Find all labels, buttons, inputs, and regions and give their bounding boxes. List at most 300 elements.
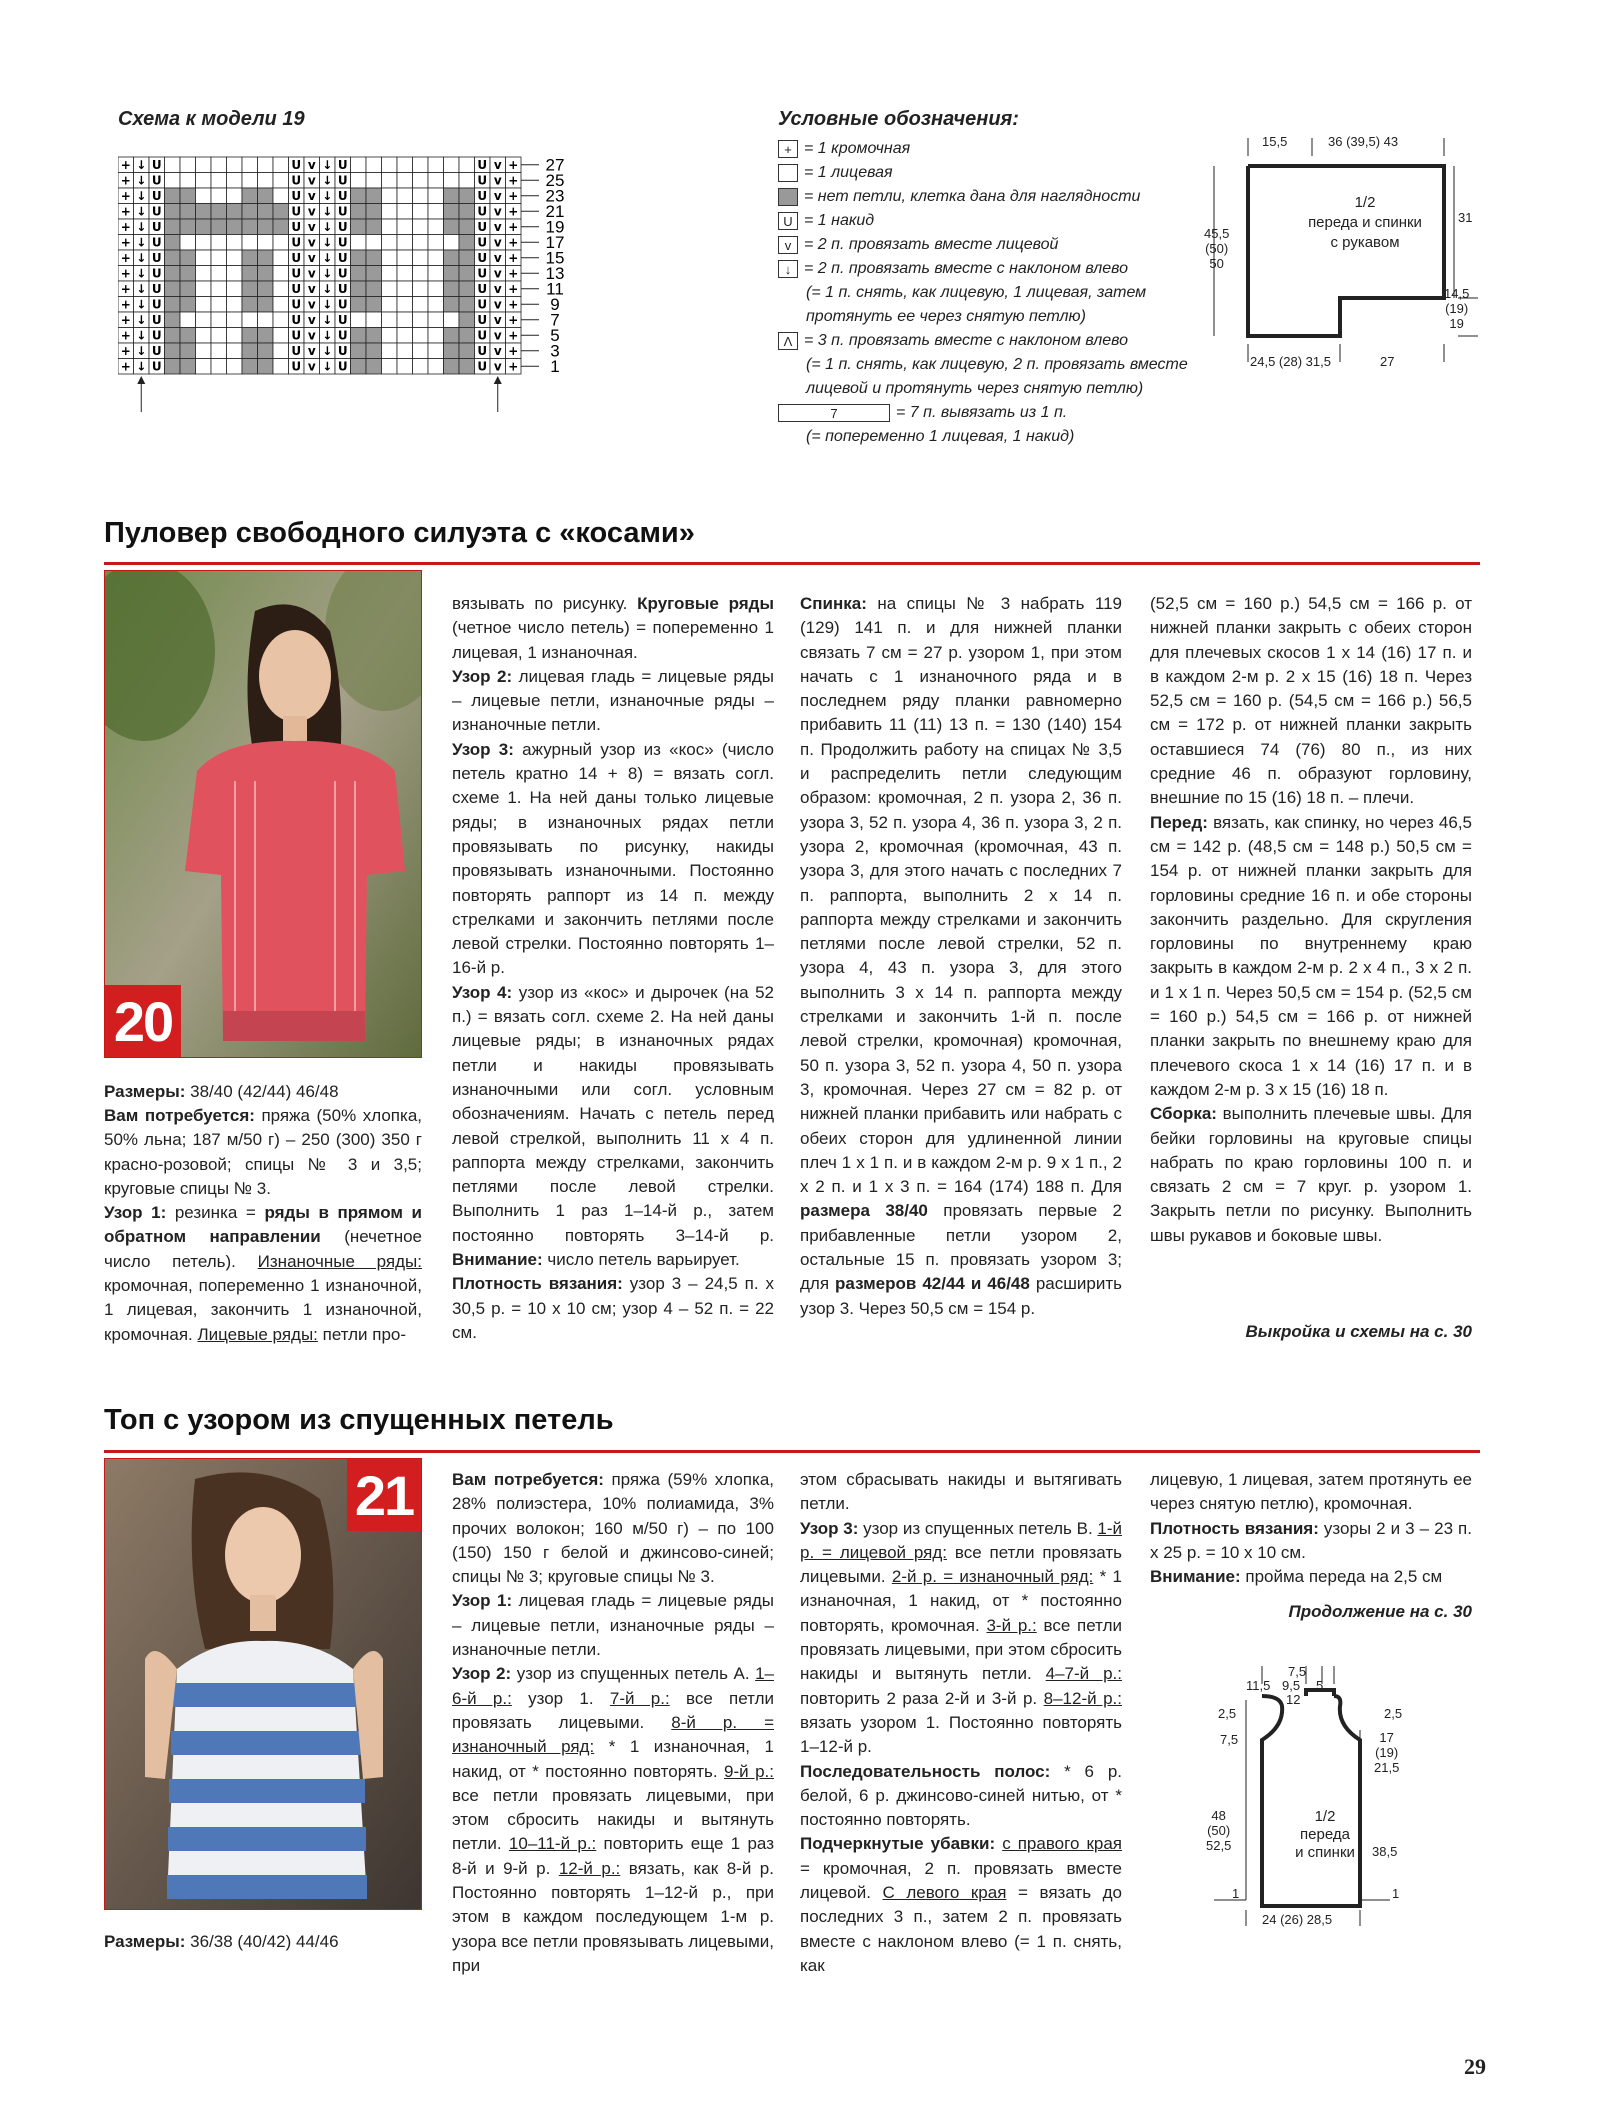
chart-cell (413, 173, 429, 189)
chart-symbol: U (337, 359, 348, 374)
chart-cell (227, 328, 243, 344)
chart-cell (397, 250, 413, 266)
chart-cell (211, 250, 227, 266)
dim2-r3: 38,5 (1372, 1844, 1398, 1859)
row-number: 13 (545, 264, 565, 283)
chart-cell (459, 204, 475, 220)
chart-cell (273, 328, 289, 344)
chart-symbol: + (120, 173, 131, 188)
chart-symbol: + (120, 251, 131, 265)
legend-text: (= 1 п. снять, как лицевую, 2 п. провязать вместе (806, 356, 1188, 373)
chart-cell (459, 173, 475, 189)
chart-symbol: ↓ (136, 251, 147, 265)
dim-top-left: 15,5 (1262, 134, 1288, 149)
chart-symbol: + (120, 359, 131, 374)
chart-symbol: + (508, 173, 519, 188)
chart-cell (459, 359, 475, 375)
chart-symbol: v (493, 251, 502, 265)
chart-cell (366, 266, 382, 282)
chart-cell (366, 188, 382, 204)
chart-symbol: U (291, 220, 302, 234)
chart-cell (382, 312, 398, 328)
chart-symbol: + (508, 359, 519, 374)
chart-cell (165, 173, 181, 189)
chart-cell (413, 235, 429, 251)
legend-item (778, 188, 1140, 206)
chart-symbol: ↓ (136, 189, 147, 203)
chart-cell (180, 250, 196, 266)
legend-symbol: 7 (778, 404, 890, 422)
chart-symbol: v (493, 266, 502, 281)
chart-symbol: ↓ (136, 282, 147, 296)
chart-cell (413, 328, 429, 344)
legend-text: = 3 п. провязать вместе с наклоном влево (804, 332, 1129, 349)
chart-symbol: ↓ (322, 328, 333, 343)
chart-cell (366, 250, 382, 266)
dim2-bottom: 24 (26) 28,5 (1262, 1912, 1333, 1927)
chart-title: Схема к модели 19 (118, 108, 305, 130)
chart-cell (444, 359, 460, 375)
legend-text: = 1 накид (804, 212, 875, 229)
chart-symbol: U (477, 220, 488, 234)
legend-text: = 7 п. вывязать из 1 п. (896, 404, 1068, 421)
row-number: 25 (545, 171, 565, 190)
legend-item (778, 140, 910, 158)
legend-text: лицевой и протянуть через снятую петлю) (806, 380, 1144, 397)
row-number: 3 (550, 341, 560, 361)
chart-cell (242, 312, 258, 328)
legend-title: Условные обозначения: (778, 108, 1019, 130)
chart-symbol: + (508, 189, 519, 203)
chart-symbol: + (120, 220, 131, 234)
chart-cell (227, 157, 243, 173)
chart-cell (444, 281, 460, 297)
chart-cell (273, 188, 289, 204)
chart-symbol: v (307, 189, 316, 203)
chart-cell (196, 250, 212, 266)
chart-cell (180, 297, 196, 313)
chart-symbol: + (120, 328, 131, 343)
chart-symbol: + (508, 297, 519, 312)
chart-symbol: U (291, 282, 302, 296)
dim-bottom-left: 24,5 (28) 31,5 (1250, 354, 1331, 369)
row-number: 5 (550, 326, 560, 345)
chart-symbol: + (508, 344, 519, 358)
chart-symbol: ↓ (136, 297, 147, 312)
chart-cell (444, 312, 460, 328)
chart-cell (397, 173, 413, 189)
row-number: 19 (545, 217, 565, 237)
chart-cell (428, 157, 444, 173)
chart-cell (258, 312, 274, 328)
chart-cell (180, 188, 196, 204)
chart-symbol: v (493, 344, 502, 358)
legend-item (778, 404, 1067, 422)
chart-symbol: ↓ (136, 158, 147, 172)
chart-cell (196, 297, 212, 313)
chart-cell (444, 328, 460, 344)
chart-symbol: v (493, 204, 502, 219)
chart-cell (258, 235, 274, 251)
legend-symbol (778, 164, 798, 182)
chart-symbol: + (120, 189, 131, 203)
chart-symbol: ↓ (136, 173, 147, 188)
chart-symbol: + (120, 266, 131, 281)
chart-cell (459, 250, 475, 266)
chart-symbol: U (151, 266, 162, 281)
page-number: 29 (1464, 2054, 1486, 2079)
chart-symbol: + (508, 266, 519, 281)
chart-cell (180, 157, 196, 173)
chart-cell (382, 235, 398, 251)
arrow-right-head (494, 376, 502, 384)
chart-cell (459, 328, 475, 344)
chart-cell (273, 266, 289, 282)
chart-cell (444, 173, 460, 189)
chart-symbol: + (508, 158, 519, 172)
chart-cell (413, 343, 429, 359)
chart-symbol: U (477, 204, 488, 219)
section-20-title: Пуловер свободного силуэта с «косами» (104, 517, 695, 549)
row-number: 17 (545, 233, 565, 252)
chart-symbol: U (337, 204, 348, 219)
chart-cell (273, 219, 289, 235)
chart-symbol: + (508, 204, 519, 219)
chart-cell (428, 188, 444, 204)
chart-cell (459, 281, 475, 297)
chart-symbol: U (337, 297, 348, 312)
chart-cell (382, 173, 398, 189)
chart-symbol: + (120, 282, 131, 296)
chart-symbol: U (337, 158, 348, 172)
chart-symbol: ↓ (322, 204, 333, 219)
chart-symbol: U (477, 235, 488, 250)
chart-symbol: U (477, 251, 488, 265)
chart-cell (382, 328, 398, 344)
knitting-chart (118, 137, 738, 477)
chart-cell (397, 219, 413, 235)
dim2-r1: 2,5 (1384, 1706, 1403, 1721)
chart-symbol: U (337, 328, 348, 343)
chart-symbol: ↓ (136, 220, 147, 234)
chart-cell (428, 281, 444, 297)
section-20-col-4: (52,5 см = 160 р.) 54,5 см = 166 р. от нижней планки закрыть с обеих сторон для плечевых скосов 1 х 14 (16) 17 п. и в каждом 2-м р. 2 х 15 (16) 18 п. Через 52,5 см = 160 р. (54,5 см = 166 р.) 56,5 см = 172 р. от нижней планки закрыть оставшиеся 74 (76) 80 п., из них средние 46 п. образуют горловину, внешние по 15 (16) 18 п. – плечи. Перед: вязать, как спинку, но через 46,5 см = 142 р. (48,5 см = 148 р.) 50,5 см = 154 р. от нижней планки закрыть для горловины средние 16 п. и обе стороны закончить раздельно. Для скругления горловины по внутреннему краю закрыть в каждом 2-м р. 2 х 4 п., 3 х 2 п. и 1 х 1 п. Через 50,5 см = 154 р. (52,5 см = 160 р.) 54,5 см = 166 р. от нижней планки закрыть по внешнему краю для плечевого скоса 1 х 14 (16) 17 п. и в каждом 2-м р. 3 х 15 (16) 18 п. Сборка: выполнить плечевые швы. Для бейки горловины на круговые спицы набрать по краю горловины 100 п. и связать 2 см = 7 круг. р. узором 1. Закрыть петли по рисунку. Выполнить швы рукавов и боковые швы. (1150, 594, 1472, 1245)
chart-symbol: v (493, 235, 502, 250)
chart-cell (413, 204, 429, 220)
chart-cell (397, 266, 413, 282)
chart-symbol: v (493, 173, 502, 188)
legend-symbol: v (778, 236, 798, 254)
chart-cell (273, 204, 289, 220)
chart-cell (242, 188, 258, 204)
chart-cell (165, 297, 181, 313)
chart-symbol: U (291, 235, 302, 250)
chart-cell (227, 281, 243, 297)
chart-symbol: U (291, 204, 302, 219)
section-20-sizes: Размеры: 38/40 (42/44) 46/48 (104, 1082, 339, 1101)
chart-cell (258, 343, 274, 359)
chart-symbol: ↓ (322, 251, 333, 265)
row-number: 7 (550, 310, 560, 330)
chart-cell (258, 188, 274, 204)
legend-item (806, 428, 1074, 446)
section-21-note: Продолжение на с. 30 (1288, 1602, 1472, 1621)
chart-cell (366, 328, 382, 344)
chart-cell (165, 359, 181, 375)
chart-cell (351, 297, 367, 313)
chart-cell (397, 359, 413, 375)
legend-item (806, 380, 1143, 398)
chart-cell (397, 297, 413, 313)
chart-cell (258, 173, 274, 189)
chart-cell (242, 219, 258, 235)
chart-cell (413, 188, 429, 204)
chart-cell (211, 297, 227, 313)
chart-cell (382, 266, 398, 282)
legend-text: = 1 кромочная (804, 140, 911, 157)
chart-cell (227, 235, 243, 251)
chart-cell (165, 343, 181, 359)
chart-cell (242, 297, 258, 313)
chart-cell (382, 297, 398, 313)
chart-symbol: ↓ (136, 266, 147, 281)
chart-symbol: U (291, 251, 302, 265)
chart-symbol: U (291, 189, 302, 203)
dim2-l3: 48 (50) 52,5 (1206, 1808, 1232, 1853)
chart-symbol: v (307, 359, 316, 374)
chart-cell (242, 250, 258, 266)
chart-symbol: v (493, 282, 502, 296)
chart-symbol: U (291, 297, 302, 312)
legend-item (778, 332, 1128, 350)
chart-symbol: v (307, 297, 316, 312)
row-number: 1 (550, 357, 560, 376)
chart-cell (351, 343, 367, 359)
chart-cell (227, 219, 243, 235)
chart-cell (196, 173, 212, 189)
chart-symbol: U (151, 173, 162, 188)
chart-cell (351, 157, 367, 173)
chart-symbol: ↓ (322, 189, 333, 203)
chart-cell (165, 219, 181, 235)
chart-symbol: v (493, 313, 502, 327)
chart-cell (397, 204, 413, 220)
chart-cell (227, 266, 243, 282)
dim2-top-c: 9,5 (1282, 1678, 1301, 1693)
section-20-rule (104, 562, 1480, 565)
chart-cell (165, 328, 181, 344)
section-21-col-2: Вам потребуется: пряжа (59% хлопка, 28% полиэстера, 10% полиамида, 3% прочих волокон; 160 м/50 г) – по 100 (150) 150 г белой и джинсово-синей; спицы № 3; круговые спицы № 3. Узор 1: лицевая гладь = лицевые ряды – лицевые петли, изнаночные ряды – изнаночные петли. Узор 2: узор из спущенных петель А. 1–6-й р.: узор 1. 7-й р.: все петли провязать лицевыми. 8-й р. = изнаночный ряд: * 1 изнаночная, 1 накид, от * постоянно повторять. 9-й р.: все петли провязать лицевыми, при этом сбросить накиды и вытянуть петли. 10–11-й р.: повторить еще 1 раз 8-й и 9-й р. 12-й р.: вязать, как 8-й р. Постоянно повторять 1–12-й р., при этом в каждом последующем 1-м р. узора все петли провязывать лицевыми, при (452, 1470, 774, 1975)
chart-cell (180, 266, 196, 282)
row-number: 21 (545, 202, 565, 221)
schematic-label-3: с рукавом (1330, 234, 1400, 251)
chart-symbol: U (291, 173, 302, 188)
chart-symbol: U (151, 189, 162, 203)
chart-symbol: U (477, 344, 488, 358)
schematic-label-1: 1/2 (1354, 194, 1376, 211)
chart-cell (258, 328, 274, 344)
chart-cell (382, 359, 398, 375)
chart-cell (382, 204, 398, 220)
chart-cell (180, 328, 196, 344)
chart-cell (428, 359, 444, 375)
chart-cell (227, 297, 243, 313)
chart-symbol: U (291, 266, 302, 281)
chart-cell (459, 297, 475, 313)
chart-symbol: ↓ (136, 313, 147, 327)
arrow-left-head (137, 376, 145, 384)
dim-right: 31 (1458, 210, 1473, 225)
chart-cell (413, 297, 429, 313)
chart-symbol: ↓ (322, 266, 333, 281)
dim2-l1: 2,5 (1218, 1706, 1237, 1721)
chart-cell (196, 343, 212, 359)
chart-cell (351, 359, 367, 375)
chart-cell (351, 173, 367, 189)
chart-cell (397, 235, 413, 251)
chart-cell (258, 359, 274, 375)
chart-symbol: U (337, 313, 348, 327)
chart-cell (165, 235, 181, 251)
dim2-top-d: 5 (1316, 1678, 1324, 1693)
chart-cell (196, 266, 212, 282)
legend-symbol: U (778, 212, 798, 230)
legend-item (778, 212, 874, 230)
chart-cell (444, 188, 460, 204)
chart-cell (242, 359, 258, 375)
chart-cell (242, 328, 258, 344)
chart-symbol: U (151, 328, 162, 343)
chart-symbol: ↓ (322, 359, 333, 374)
chart-cell (242, 343, 258, 359)
chart-cell (165, 250, 181, 266)
chart-cell (413, 312, 429, 328)
chart-cell (366, 173, 382, 189)
chart-symbol: v (307, 173, 316, 188)
chart-cell (180, 219, 196, 235)
chart-cell (211, 188, 227, 204)
chart-symbol: + (508, 251, 519, 265)
chart-cell (459, 266, 475, 282)
chart-symbol: U (337, 220, 348, 234)
row-number: 27 (545, 155, 565, 175)
chart-cell (459, 343, 475, 359)
chart-cell (428, 173, 444, 189)
chart-symbol: v (307, 158, 316, 172)
section-20-col-1: Вам потребуется: пряжа (50% хлопка, 50% льна; 187 м/50 г) – 250 (300) 350 г красно-розовой; спицы № 3 и 3,5; круговые спицы № 3. Узор 1: резинка = ряды в прямом и обратном направлении (нечетное число петель). Изнаночные ряды: кромочная, попеременно 1 изнаночной, 1 лицевая, закончить 1 изнаночной, кромочная. Лицевые ряды: петли про- (104, 1106, 422, 1344)
chart-cell (258, 204, 274, 220)
dim-left: 45,5 (50) 50 (1204, 226, 1230, 271)
legend-text: = 2 п. провязать вместе лицевой (804, 236, 1059, 253)
chart-cell (413, 281, 429, 297)
chart-cell (397, 312, 413, 328)
chart-symbol: + (508, 313, 519, 327)
chart-cell (211, 204, 227, 220)
chart-cell (351, 219, 367, 235)
dim-right-bottom: 14,5 (19) 19 (1444, 286, 1470, 331)
chart-cell (258, 250, 274, 266)
dim2-top-a: 7,5 (1288, 1664, 1307, 1679)
chart-cell (366, 312, 382, 328)
chart-cell (211, 173, 227, 189)
dim2-top-e: 12 (1286, 1692, 1301, 1707)
row-number: 15 (545, 248, 565, 268)
dim-bottom-right: 27 (1380, 354, 1395, 369)
chart-cell (165, 281, 181, 297)
legend-symbol: ↓ (778, 260, 798, 278)
schematic2-label: 1/2 переда и спинки (1295, 1808, 1355, 1861)
chart-cell (180, 235, 196, 251)
chart-cell (366, 204, 382, 220)
legend-text: (= 1 п. снять, как лицевую, 1 лицевая, затем (806, 284, 1147, 301)
chart-cell (382, 281, 398, 297)
chart-cell (459, 312, 475, 328)
chart-symbol: ↓ (322, 235, 333, 250)
chart-cell (351, 250, 367, 266)
chart-cell (242, 235, 258, 251)
chart-cell (242, 281, 258, 297)
section-21-col-4: лицевую, 1 лицевая, затем протянуть ее через снятую петлю), кромочная. Плотность вязания: узоры 2 и 3 – 23 п. х 25 р. = 10 х 10 см. Внимание: пройма переда на 2,5 см (1150, 1470, 1472, 1587)
legend-text: = нет петли, клетка дана для наглядности (804, 188, 1141, 205)
chart-symbol: v (493, 359, 502, 374)
chart-symbol: U (337, 266, 348, 281)
chart-cell (227, 312, 243, 328)
chart-symbol: v (493, 328, 502, 343)
chart-cell (196, 219, 212, 235)
model-number-badge: 20 (105, 985, 181, 1057)
chart-cell (428, 312, 444, 328)
chart-cell (382, 157, 398, 173)
legend-symbol (778, 188, 798, 206)
chart-cell (227, 204, 243, 220)
chart-symbol: ↓ (322, 313, 333, 327)
chart-cell (211, 359, 227, 375)
chart-cell (397, 281, 413, 297)
schematic-20 (1196, 126, 1496, 376)
section-21-sizes: Размеры: 36/38 (40/42) 44/46 (104, 1932, 339, 1951)
chart-cell (242, 157, 258, 173)
chart-cell (165, 266, 181, 282)
chart-symbol: v (493, 220, 502, 234)
chart-cell (196, 204, 212, 220)
chart-cell (273, 250, 289, 266)
chart-symbol: v (307, 328, 316, 343)
section-21-rule (104, 1450, 1480, 1453)
chart-cell (196, 328, 212, 344)
chart-symbol: ↓ (322, 344, 333, 358)
chart-symbol: + (120, 344, 131, 358)
chart-cell (180, 281, 196, 297)
chart-symbol: v (307, 313, 316, 327)
chart-symbol: v (307, 282, 316, 296)
chart-cell (211, 343, 227, 359)
chart-symbol: U (477, 359, 488, 374)
chart-cell (459, 188, 475, 204)
chart-cell (382, 343, 398, 359)
chart-cell (366, 235, 382, 251)
legend-item (778, 260, 1128, 278)
section-20-note: Выкройка и схемы на с. 30 (1245, 1322, 1472, 1341)
chart-cell (211, 281, 227, 297)
chart-cell (397, 343, 413, 359)
chart-symbol: + (508, 282, 519, 296)
legend-item (806, 356, 1188, 374)
chart-cell (165, 312, 181, 328)
chart-cell (351, 281, 367, 297)
legend-text: = 2 п. провязать вместе с наклоном влево (804, 260, 1129, 277)
chart-symbol: U (337, 189, 348, 203)
chart-cell (397, 157, 413, 173)
